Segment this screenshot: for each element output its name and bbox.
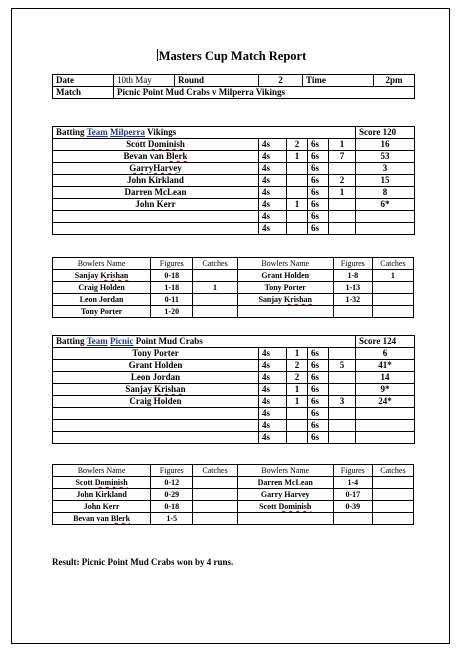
sixes-label: 6s <box>308 199 329 211</box>
fours-count <box>287 175 308 187</box>
figures: 1-20 <box>151 306 193 318</box>
fours-count: 2 <box>287 360 308 372</box>
fours-label: 4s <box>259 360 287 372</box>
sixes-count: 3 <box>329 396 356 408</box>
bowler-name: Scott Dominish <box>53 477 151 489</box>
catches <box>372 294 413 306</box>
fours-count: 1 <box>287 199 308 211</box>
batting-header: Batting Team Picnic Point Mud Crabs <box>53 336 356 348</box>
batter-row <box>53 175 415 187</box>
catches <box>193 501 237 513</box>
batter-row <box>53 163 415 175</box>
batter-row <box>53 348 415 360</box>
figures <box>333 513 372 525</box>
column-header: Figures <box>333 258 372 270</box>
sixes-count <box>329 348 356 360</box>
runs: 8 <box>356 187 415 199</box>
catches <box>193 306 237 318</box>
catches <box>372 282 413 294</box>
fours-label: 4s <box>259 396 287 408</box>
bowler-row <box>53 306 414 318</box>
runs <box>356 408 415 420</box>
fours-label: 4s <box>259 163 287 175</box>
runs <box>356 432 415 444</box>
runs <box>356 223 415 235</box>
time-value: 2pm <box>374 75 415 87</box>
sixes-label: 6s <box>308 360 329 372</box>
sixes-label: 6s <box>308 408 329 420</box>
runs <box>356 211 415 223</box>
batter-row <box>53 396 415 408</box>
batter-row <box>53 199 415 211</box>
fours-count <box>287 187 308 199</box>
figures: 1-18 <box>151 282 193 294</box>
time-label: Time <box>303 75 374 87</box>
page-title <box>0 49 463 64</box>
fours-count <box>287 432 308 444</box>
batter-row <box>53 420 415 432</box>
fours-count: 2 <box>287 372 308 384</box>
date-value: 10th May <box>114 75 175 87</box>
batting-table-picnic-point <box>52 335 415 444</box>
sixes-label: 6s <box>308 163 329 175</box>
sixes-count <box>329 199 356 211</box>
fours-count: 2 <box>287 139 308 151</box>
fours-label: 4s <box>259 420 287 432</box>
sixes-count <box>329 223 356 235</box>
figures: 0-18 <box>151 501 193 513</box>
fours-label: 4s <box>259 139 287 151</box>
figures: 1-5 <box>151 513 193 525</box>
fours-label: 4s <box>259 199 287 211</box>
batter-row <box>53 432 415 444</box>
runs: 16 <box>356 139 415 151</box>
fours-count <box>287 223 308 235</box>
fours-label: 4s <box>259 175 287 187</box>
column-header: Figures <box>151 258 193 270</box>
batter-name: John Kirkland <box>53 175 259 187</box>
batting-header: Batting Team Milperra Vikings <box>53 127 356 139</box>
runs <box>356 420 415 432</box>
catches <box>193 294 237 306</box>
batter-name <box>53 432 259 444</box>
figures: 0-39 <box>333 501 372 513</box>
fours-label: 4s <box>259 223 287 235</box>
match-result: Result: Picnic Point Mud Crabs won by 4 runs. <box>52 557 234 567</box>
text-cursor <box>157 49 158 61</box>
sixes-label: 6s <box>308 151 329 163</box>
column-header: Catches <box>372 465 413 477</box>
bowler-name: Tony Porter <box>237 282 333 294</box>
sixes-label: 6s <box>308 211 329 223</box>
fours-count <box>287 408 308 420</box>
sixes-count: 1 <box>329 187 356 199</box>
catches <box>193 489 237 501</box>
sixes-label: 6s <box>308 384 329 396</box>
bowler-name: Leon Jordan <box>53 294 151 306</box>
fours-count: 1 <box>287 384 308 396</box>
fours-count <box>287 211 308 223</box>
figures: 1-13 <box>333 282 372 294</box>
bowler-name: John Kirkland <box>53 489 151 501</box>
batter-row <box>53 151 415 163</box>
page-border <box>11 8 450 644</box>
column-header: Figures <box>151 465 193 477</box>
figures: 0-12 <box>151 477 193 489</box>
catches <box>372 513 413 525</box>
fours-count <box>287 163 308 175</box>
fours-label: 4s <box>259 187 287 199</box>
figures: 0-18 <box>151 270 193 282</box>
batter-row <box>53 360 415 372</box>
bowler-row <box>53 489 414 501</box>
bowling-table-2 <box>52 464 414 525</box>
catches <box>372 306 413 318</box>
catches <box>193 477 237 489</box>
runs: 3 <box>356 163 415 175</box>
bowler-name <box>237 513 333 525</box>
bowler-name: Sanjay Krishan <box>237 294 333 306</box>
match-value: Picnic Point Mud Crabs v Milperra Vikings <box>114 87 415 99</box>
figures: 0-17 <box>333 489 372 501</box>
runs: 6 <box>356 348 415 360</box>
sixes-label: 6s <box>308 420 329 432</box>
runs: 41* <box>356 360 415 372</box>
bowler-name: Garry Harvey <box>237 489 333 501</box>
sixes-label: 6s <box>308 223 329 235</box>
fours-label: 4s <box>259 384 287 396</box>
batter-name: Scott Dominish <box>53 139 259 151</box>
batter-row <box>53 223 415 235</box>
column-header: Catches <box>193 258 237 270</box>
sixes-count <box>329 384 356 396</box>
bowler-name: Tony Porter <box>53 306 151 318</box>
figures <box>333 306 372 318</box>
bowler-row <box>53 282 414 294</box>
date-label: Date <box>53 75 114 87</box>
figures: 0-29 <box>151 489 193 501</box>
column-header: Bowlers Name <box>237 258 333 270</box>
sixes-count: 1 <box>329 139 356 151</box>
bowler-name: Sanjay Krishan <box>53 270 151 282</box>
bowler-name: Scott Dominish <box>237 501 333 513</box>
figures: 1-4 <box>333 477 372 489</box>
batter-row <box>53 187 415 199</box>
catches <box>372 477 413 489</box>
column-header: Catches <box>193 465 237 477</box>
batter-name <box>53 408 259 420</box>
batter-name: Tony Porter <box>53 348 259 360</box>
match-label: Match <box>53 87 114 99</box>
match-info-table <box>52 74 415 99</box>
runs: 53 <box>356 151 415 163</box>
sixes-label: 6s <box>308 432 329 444</box>
sixes-count: 7 <box>329 151 356 163</box>
sixes-label: 6s <box>308 187 329 199</box>
fours-label: 4s <box>259 211 287 223</box>
bowler-row <box>53 270 414 282</box>
runs: 9* <box>356 384 415 396</box>
column-header: Bowlers Name <box>53 258 151 270</box>
bowler-row <box>53 294 414 306</box>
column-header: Bowlers Name <box>53 465 151 477</box>
batter-name: Sanjay Krishan <box>53 384 259 396</box>
figures: 1-32 <box>333 294 372 306</box>
bowler-name: John Kerr <box>53 501 151 513</box>
fours-label: 4s <box>259 432 287 444</box>
round-label: Round <box>175 75 259 87</box>
catches <box>372 489 413 501</box>
bowler-name <box>237 306 333 318</box>
catches <box>193 270 237 282</box>
batter-name: Grant Holden <box>53 360 259 372</box>
column-header: Bowlers Name <box>237 465 333 477</box>
sixes-count: 2 <box>329 175 356 187</box>
bowling-table-1 <box>52 257 414 318</box>
round-value: 2 <box>259 75 303 87</box>
sixes-label: 6s <box>308 139 329 151</box>
batting-table-milperra <box>52 126 415 235</box>
bowler-row <box>53 513 414 525</box>
figures: 0-11 <box>151 294 193 306</box>
runs: 6* <box>356 199 415 211</box>
batter-name: Craig Holden <box>53 396 259 408</box>
batter-name <box>53 211 259 223</box>
batter-name: Leon Jordan <box>53 372 259 384</box>
fours-count: 1 <box>287 151 308 163</box>
catches: 1 <box>193 282 237 294</box>
sixes-count <box>329 408 356 420</box>
batter-name <box>53 420 259 432</box>
bowler-name: Darren McLean <box>237 477 333 489</box>
sixes-label: 6s <box>308 175 329 187</box>
batter-name: GarryHarvey <box>53 163 259 175</box>
team-score: Score 124 <box>356 336 415 348</box>
sixes-count <box>329 420 356 432</box>
bowler-name: Bevan van Blerk <box>53 513 151 525</box>
catches <box>193 513 237 525</box>
fours-count: 1 <box>287 348 308 360</box>
runs: 24* <box>356 396 415 408</box>
fours-label: 4s <box>259 151 287 163</box>
batter-row <box>53 372 415 384</box>
sixes-count <box>329 211 356 223</box>
column-header: Figures <box>333 465 372 477</box>
fours-count <box>287 420 308 432</box>
catches <box>372 501 413 513</box>
bowler-name: Grant Holden <box>237 270 333 282</box>
sixes-label: 6s <box>308 396 329 408</box>
batter-name: John Kerr <box>53 199 259 211</box>
fours-label: 4s <box>259 372 287 384</box>
batter-row <box>53 211 415 223</box>
batter-row <box>53 384 415 396</box>
sixes-count <box>329 372 356 384</box>
batter-name: Bevan van Blerk <box>53 151 259 163</box>
batter-row <box>53 139 415 151</box>
fours-count: 1 <box>287 396 308 408</box>
title-text: Masters Cup Match Report <box>158 49 307 63</box>
figures: 1-8 <box>333 270 372 282</box>
bowler-row <box>53 477 414 489</box>
sixes-count <box>329 432 356 444</box>
bowler-name: Craig Holden <box>53 282 151 294</box>
column-header: Catches <box>372 258 413 270</box>
sixes-label: 6s <box>308 372 329 384</box>
bowler-row <box>53 501 414 513</box>
batter-name <box>53 223 259 235</box>
runs: 14 <box>356 372 415 384</box>
catches: 1 <box>372 270 413 282</box>
fours-label: 4s <box>259 408 287 420</box>
runs: 15 <box>356 175 415 187</box>
team-score: Score 120 <box>356 127 415 139</box>
fours-label: 4s <box>259 348 287 360</box>
sixes-count: 5 <box>329 360 356 372</box>
sixes-label: 6s <box>308 348 329 360</box>
batter-name: Darren McLean <box>53 187 259 199</box>
sixes-count <box>329 163 356 175</box>
batter-row <box>53 408 415 420</box>
